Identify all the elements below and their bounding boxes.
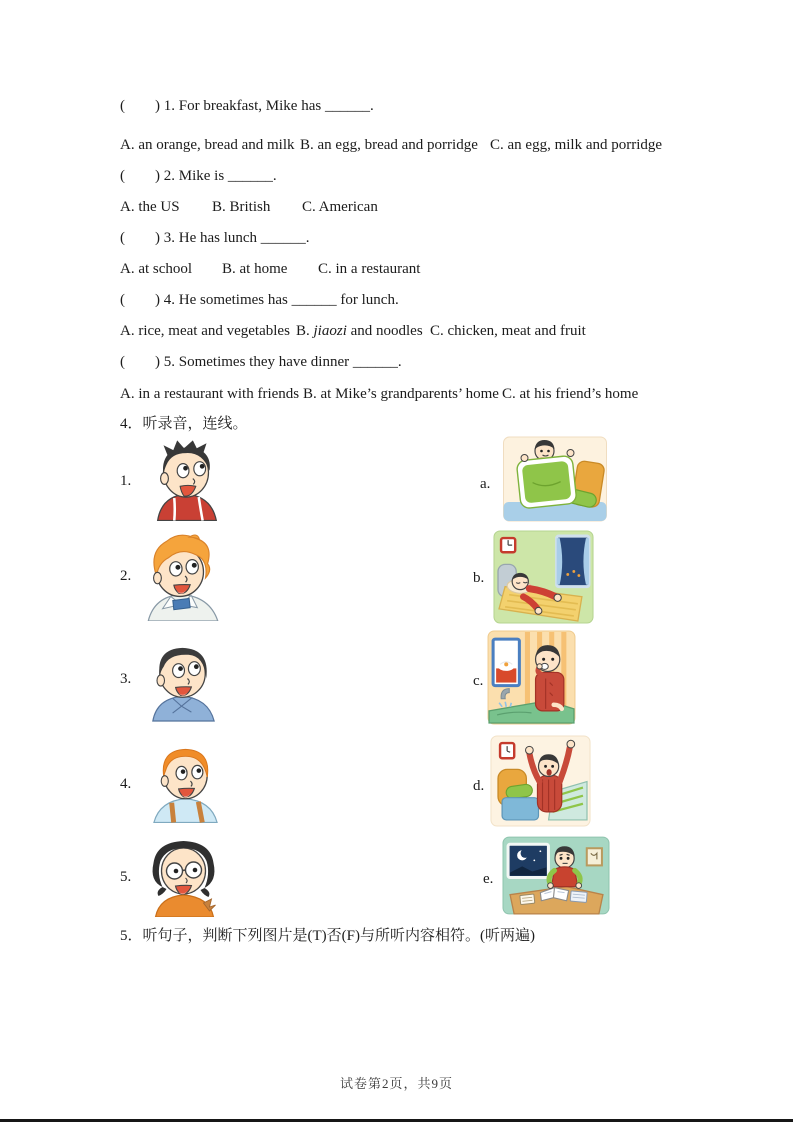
question-stem: ( ) 3. He has lunch ______. — [120, 230, 310, 246]
question-stem: ( ) 1. For breakfast, Mike has ______. — [120, 98, 374, 114]
page-footer: 试卷第2页，共9页 — [339, 1076, 453, 1091]
boy-doing-homework-at-night-icon — [502, 836, 610, 915]
option: C. an egg, milk and porridge — [490, 137, 663, 153]
match-number-label: 3. — [120, 671, 132, 687]
match-letter-label: e. — [483, 871, 494, 887]
question-stem: ( ) 5. Sometimes they have dinner ______. — [120, 354, 402, 370]
section-heading-true-false: 5．听句子，判断下列图片是(T)否(F)与所听内容相符。(听两遍) — [120, 928, 535, 944]
boy-making-bed-icon — [502, 436, 608, 522]
boy-black-spiky-hair-red-shirt-icon — [142, 437, 230, 521]
option: C. American — [302, 199, 378, 215]
portrait-image-2 — [136, 531, 228, 621]
option: B. British — [212, 199, 271, 215]
option: B. an egg, bread and porridge — [300, 137, 478, 153]
option: B. at Mike’s grandparents’ home — [303, 386, 499, 402]
match-letter-label: b. — [473, 570, 485, 586]
section-heading-listen-match: 4．听录音，连线。 — [120, 416, 248, 432]
match-number-label: 5. — [120, 869, 132, 885]
match-number-label: 4. — [120, 776, 132, 792]
portrait-image-4 — [146, 739, 225, 823]
option: C. in a restaurant — [318, 261, 421, 277]
option: C. at his friend’s home — [502, 386, 639, 402]
question-stem: ( ) 2. Mike is ______. — [120, 168, 277, 184]
match-letter-label: d. — [473, 778, 485, 794]
option: B. at home — [222, 261, 288, 277]
portrait-image-1 — [142, 437, 230, 521]
option: A. in a restaurant with friends — [120, 386, 300, 402]
boy-sleeping-at-night-icon — [492, 530, 595, 624]
option: A. the US — [120, 199, 180, 215]
scene-image-a — [502, 436, 608, 522]
option: A. rice, meat and vegetables — [120, 323, 290, 339]
option: A. an orange, bread and milk — [120, 137, 295, 153]
boy-orange-hair-suspenders-icon — [146, 739, 225, 823]
boy-black-hair-blue-shirt-icon — [139, 636, 226, 722]
scene-image-e — [502, 836, 610, 915]
option: C. chicken, meat and fruit — [430, 323, 586, 339]
boy-brushing-teeth-icon — [486, 630, 577, 725]
scene-image-c — [486, 630, 577, 725]
match-number-label: 1. — [120, 473, 132, 489]
match-letter-label: a. — [480, 476, 491, 492]
boy-waking-up-stretching-icon — [489, 735, 592, 827]
option: B. jiaozi and noodles — [296, 323, 423, 339]
scene-image-b — [492, 530, 595, 624]
girl-black-bob-glasses-orange-top-icon — [137, 833, 230, 917]
boy-orange-hair-pale-shirt-blue-bow-icon — [136, 531, 228, 621]
match-number-label: 2. — [120, 568, 132, 584]
portrait-image-5 — [137, 833, 230, 917]
question-stem: ( ) 4. He sometimes has ______ for lunch. — [120, 292, 399, 308]
scene-image-d — [489, 735, 592, 827]
option: A. at school — [120, 261, 193, 277]
portrait-image-3 — [139, 636, 226, 722]
match-letter-label: c. — [473, 673, 484, 689]
